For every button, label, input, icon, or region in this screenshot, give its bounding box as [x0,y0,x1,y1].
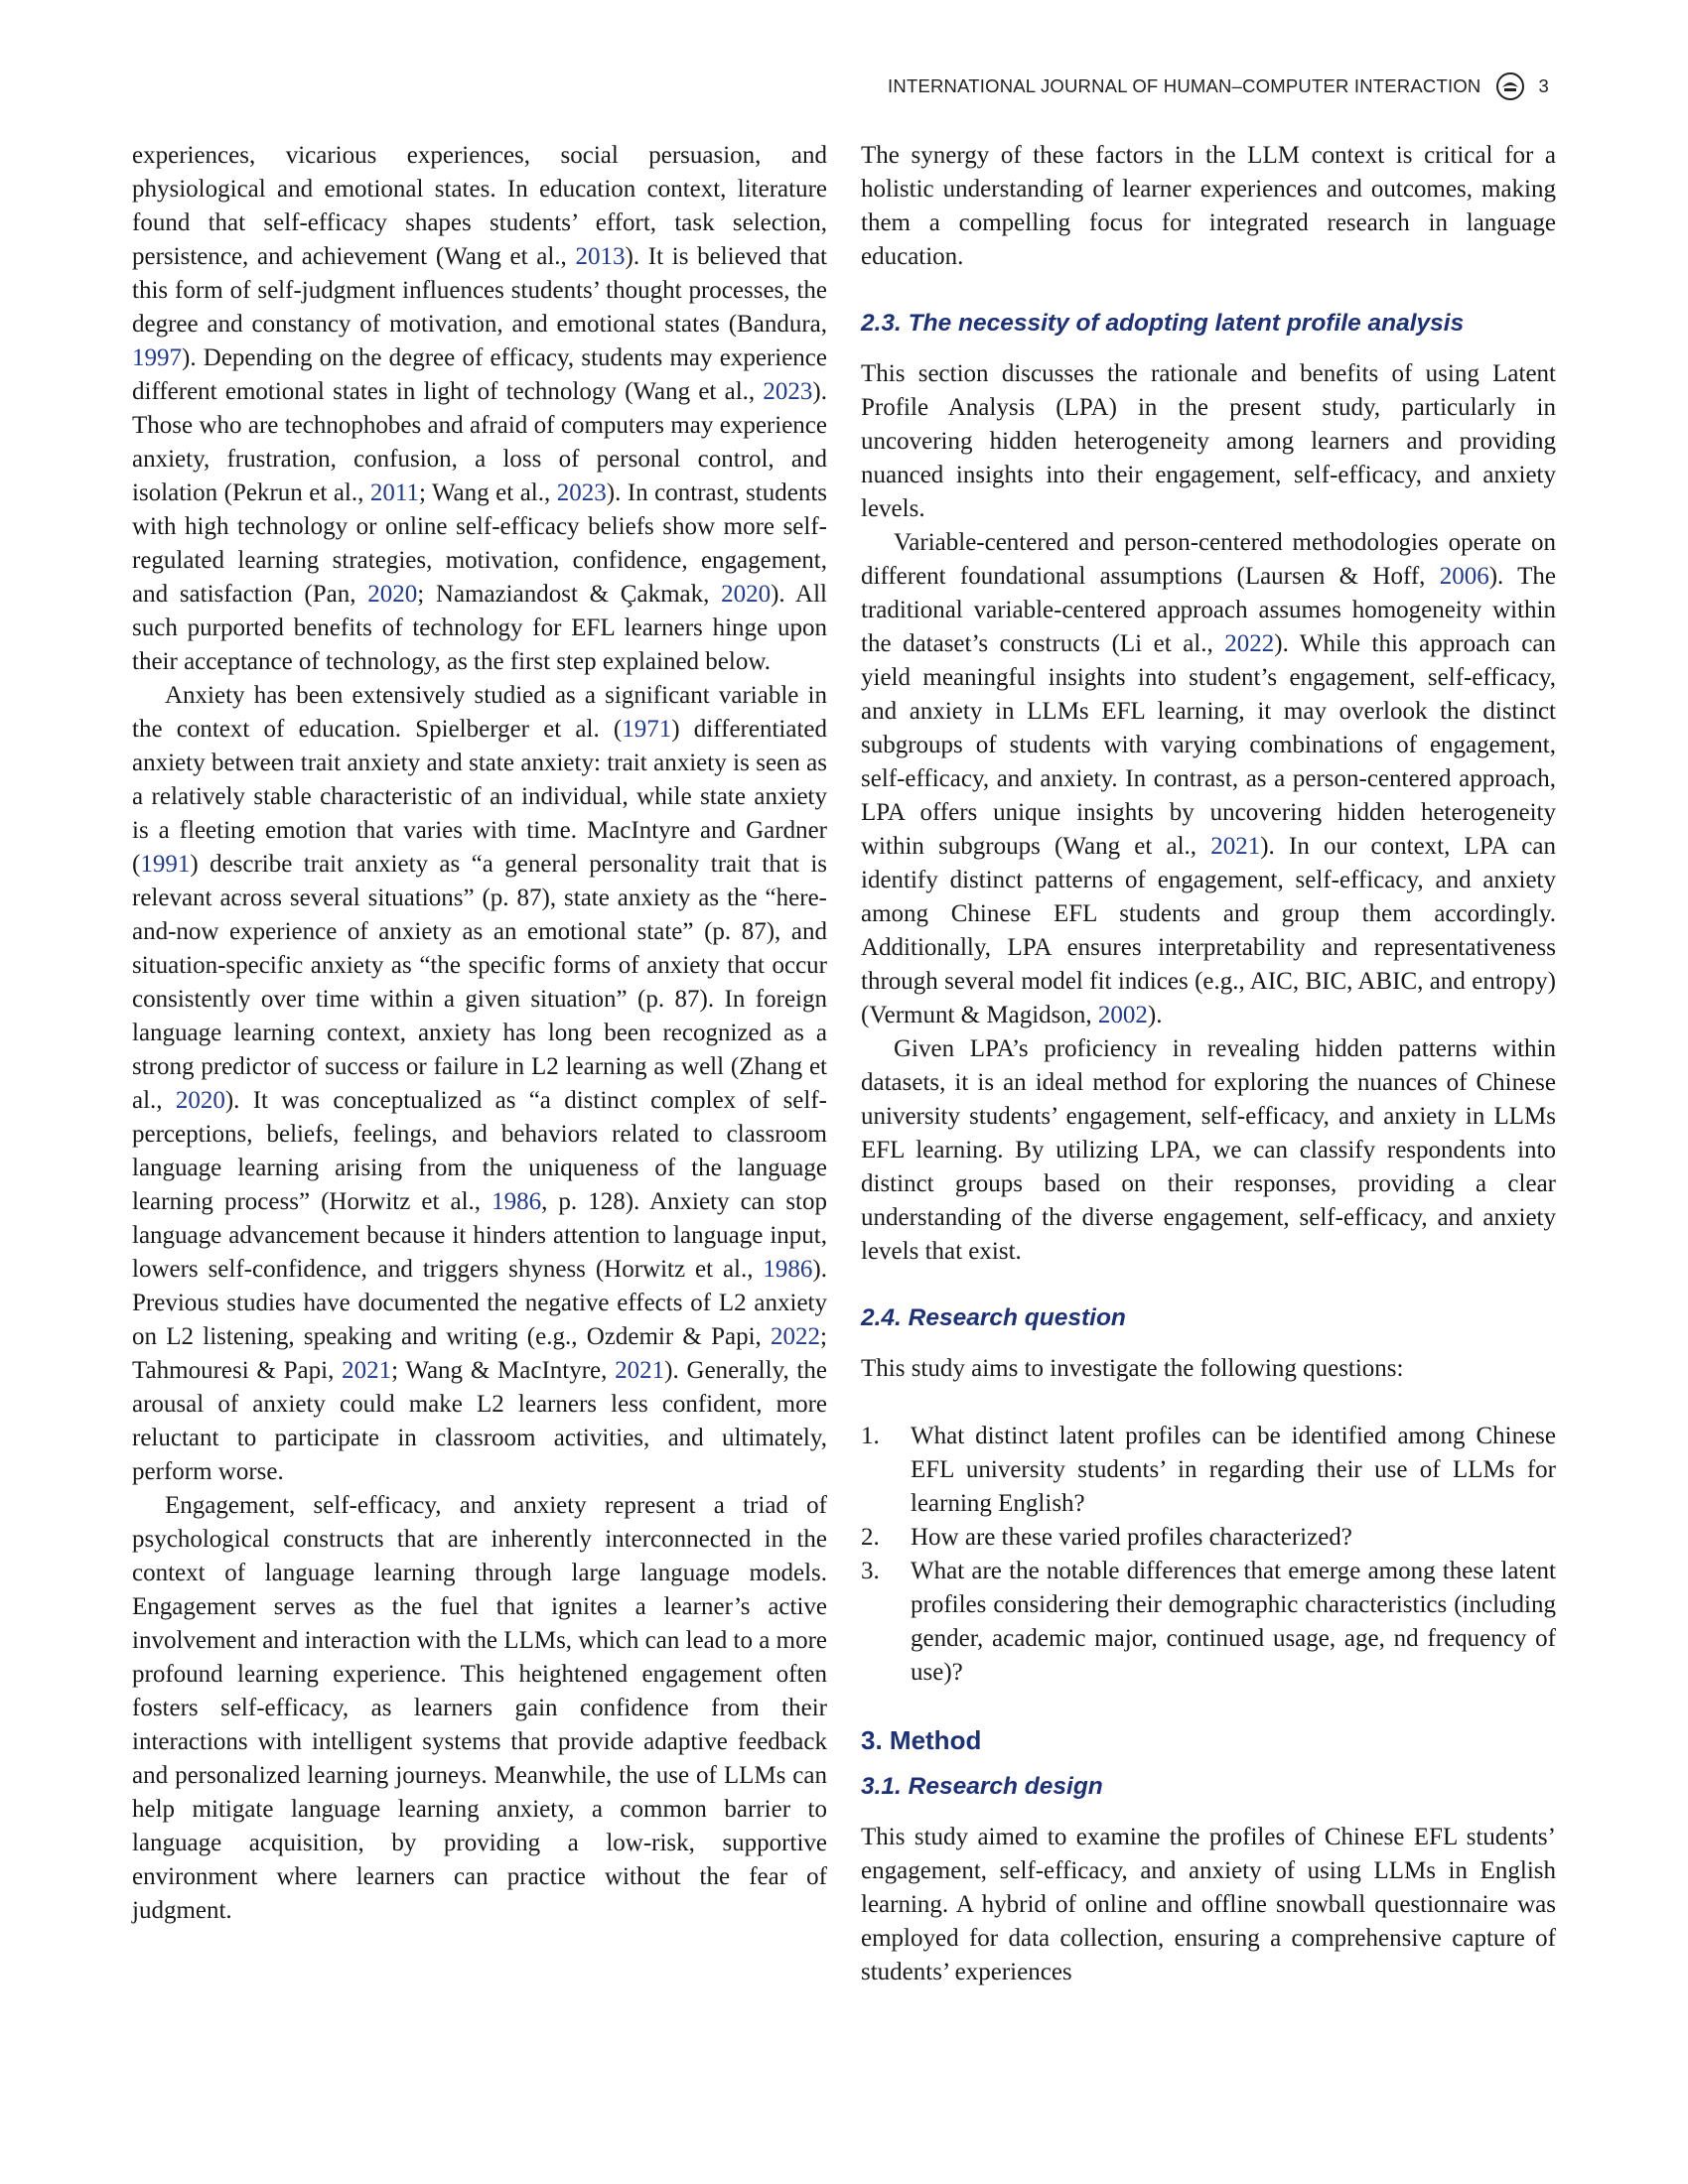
citation-link[interactable]: 2021 [1210,833,1261,860]
citation-link[interactable]: 2022 [771,1323,821,1350]
page-number: 3 [1538,75,1549,96]
list-item: 3. What are the notable differences that emerge among these latent profiles considering their demographic characteristics (including gender, academic major, continued usage, age, nd frequency of use)? [861,1558,1556,1686]
citation-link[interactable]: 2023 [763,378,813,405]
body-paragraph: Anxiety has been extensively studied as a significant variable in the context of education. Spielberger et al. (1971) differentiated anxiety between trait anxiety and state anxiety: trait anxiety is seen as a relatively stable characteristic of an individual, while state anxiety is a fleeting emotion that varies with time. MacIntyre and Gardner (1991) describe trait anxiety as “a general personality trait that is relevant across several situations” (p. 87), state anxiety as the “here-and-now experience of anxiety as an emotional state” (p. 87), and situation-specific anxiety as “the specific forms of anxiety that occur consistently over time within a given situation” (p. 87). In foreign language learning context, anxiety has long been recognized as a strong predictor of success or failure in L2 learning as well (Zhang et al., 2020). It was conceptualized as “a distinct complex of self-perceptions, beliefs, feelings, and behaviors related to classroom language learning arising from the uniqueness of the language learning process” (Horwitz et al., 1986, p. 128). Anxiety can stop language advancement because it hinders attention to language input, lowers self-confidence, and triggers shyness (Horwitz et al., 1986). Previous studies have documented the negative effects of L2 anxiety on L2 listening, speaking and writing (e.g., Ozdemir & Papi, 2022; Tahmouresi & Papi, 2021; Wang & MacIntyre, 2021). Generally, the arousal of anxiety could make L2 learners less confident, more reluctant to participate in classroom activities, and ultimately, perform worse. [132,682,828,1485]
body-paragraph: This study aims to investigate the following questions: [861,1355,1404,1382]
citation-link[interactable]: 2006 [1439,563,1489,590]
research-questions-list [861,1420,1556,1690]
journal-logo-icon [1495,71,1525,101]
citation-link[interactable]: 2002 [1097,1002,1148,1028]
citation-link[interactable]: 1986 [763,1256,813,1283]
citation-link[interactable]: 2011 [369,479,419,506]
citation-link[interactable]: 2020 [175,1087,225,1114]
citation-link[interactable]: 2020 [721,581,772,608]
citation-link[interactable]: 2021 [342,1357,392,1384]
list-item: 1. What distinct latent profiles can be identified among Chinese EFL university students’ in regarding their use of LLMs for learning English? [861,1423,1556,1517]
journal-title: INTERNATIONAL JOURNAL OF HUMAN–COMPUTER INTERACTION [888,75,1481,96]
body-paragraph: experiences, vicarious experiences, social persuasion, and physiological and emotional states. In education context, literature found that self-efficacy shapes students’ effort, task selection, persistence, and achievement (Wang et al., 2013). It is believed that this form of self-judgment influences students’ thought processes, the degree and constancy of motivation, and emotional states (Bandura, 1997). Depending on the degree of efficacy, students may experience different emotional states in light of technology (Wang et al., 2023). Those who are technophobes and afraid of computers may experience anxiety, frustration, confusion, a loss of personal control, and isolation (Pekrun et al., 2011; Wang et al., 2023). In contrast, students with high technology or online self-efficacy beliefs show more self-regulated learning strategies, motivation, confidence, engagement, and satisfaction (Pan, 2020; Namaziandost & Çakmak, 2020). All such purported benefits of technology for EFL learners hinge upon their acceptance of technology, as the first step explained below. [132,142,828,675]
body-paragraph: The synergy of these factors in the LLM context is critical for a holistic understanding of learner experiences and outcomes, making them a compelling focus for integrated research in language education. [861,142,1556,270]
section-heading: 3. Method [861,1725,982,1755]
running-header [888,71,1549,101]
left-column [132,139,827,1928]
body-paragraph: This section discusses the rationale and benefits of using Latent Profile Analysis (LPA) in the present study, particularly in uncovering hidden heterogeneity among learners and providing nuanced insights into their engagement, self-efficacy, and anxiety levels. [861,360,1556,522]
citation-link[interactable]: 2013 [575,243,626,270]
citation-link[interactable]: 2022 [1224,630,1275,657]
right-column [861,139,1556,1989]
subsection-heading: 2.4. Research question [861,1304,1126,1331]
list-item: 2. How are these varied profiles characterized? [861,1524,1352,1551]
body-paragraph: This study aimed to examine the profiles of Chinese EFL students’ engagement, self-efficacy, and anxiety of using LLMs in English learning. A hybrid of online and offline snowball questionnaire was employed for data collection, ensuring a comprehensive capture of students’ experiences [861,1824,1556,1985]
subsection-heading: 3.1. Research design [861,1773,1103,1800]
body-paragraph: Variable-centered and person-centered methodologies operate on different foundational assumptions (Laursen & Hoff, 2006). The traditional variable-centered approach assumes homogeneity within the dataset’s constructs (Li et al., 2022). While this approach can yield meaningful insights into student’s engagement, self-efficacy, and anxiety in LLMs EFL learning, it may overlook the distinct subgroups of students with varying combinations of engagement, self-efficacy, and anxiety. In contrast, as a person-centered approach, LPA offers unique insights by uncovering hidden heterogeneity within subgroups (Wang et al., 2021). In our context, LPA can identify distinct patterns of engagement, self-efficacy, and anxiety among Chinese EFL students and group them accordingly. Additionally, LPA ensures interpretability and representativeness through several model fit indices (e.g., AIC, BIC, ABIC, and entropy) (Vermunt & Magidson, 2002). [861,529,1556,1028]
citation-link[interactable]: 2021 [615,1357,665,1384]
citation-link[interactable]: 1997 [132,344,182,371]
body-paragraph: Given LPA’s proficiency in revealing hidden patterns within datasets, it is an ideal method for exploring the nuances of Chinese university students’ engagement, self-efficacy, and anxiety in LLMs EFL learning. By utilizing LPA, we can classify respondents into distinct groups based on their responses, providing a clear understanding of the diverse engagement, self-efficacy, and anxiety levels that exist. [861,1035,1556,1265]
citation-link[interactable]: 2020 [367,581,418,608]
subsection-heading: 2.3. The necessity of adopting latent profile analysis [861,310,1465,337]
citation-link[interactable]: 1986 [492,1188,542,1215]
body-paragraph: Engagement, self-efficacy, and anxiety represent a triad of psychological constructs that are inherently interconnected in the context of language learning through large language models. Engagement serves as the fuel that ignites a learner’s active involvement and interaction with the LLMs, which can lead to a more profound learning experience. This heightened engagement often fosters self-efficacy, as learners gain confidence from their interactions with intelligent systems that provide adaptive feedback and personalized learning journeys. Meanwhile, the use of LLMs can help mitigate language learning anxiety, a common barrier to language acquisition, by providing a low-risk, supportive environment where learners can practice without the fear of judgment. [132,1492,827,1924]
citation-link[interactable]: 2023 [556,479,607,506]
citation-link[interactable]: 1971 [622,716,672,743]
citation-link[interactable]: 1991 [140,851,191,878]
